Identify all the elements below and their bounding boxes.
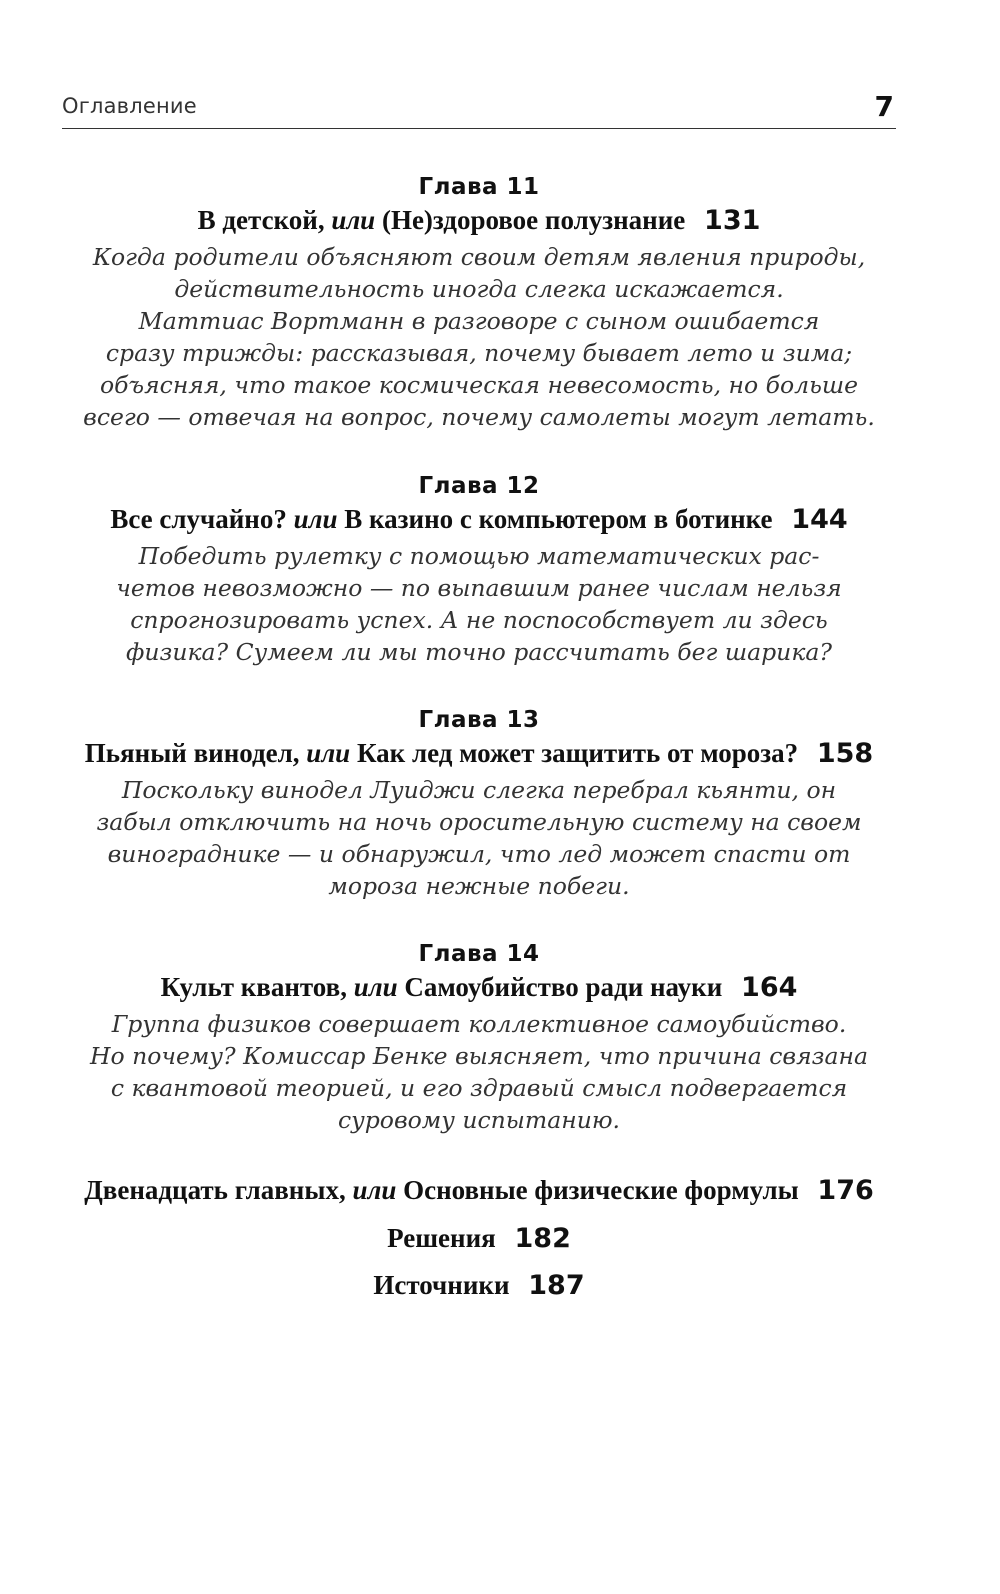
chapter-page-number: 131 xyxy=(704,205,761,236)
description-line: с квантовой теорией, и его здравый смысл подвергается xyxy=(110,1074,848,1102)
toc-entry-solutions[interactable] xyxy=(62,1220,896,1257)
chapter-title-connector: или xyxy=(293,504,338,534)
chapter-title[interactable] xyxy=(62,202,896,239)
chapter-entry-11 xyxy=(62,172,896,433)
description-line: Маттиас Вортманн в разговоре с сыном ошибается xyxy=(138,307,820,335)
chapter-title[interactable] xyxy=(62,969,896,1006)
description-line: физика? Сумеем ли мы точно рассчитать бег шарика? xyxy=(126,638,832,666)
description-line: суровому испытанию. xyxy=(337,1106,621,1134)
chapter-title-part-a: Все случайно? xyxy=(110,504,287,534)
description-line: Но почему? Комиссар Бенке выясняет, что причина связана xyxy=(90,1042,868,1070)
chapter-entry-14 xyxy=(62,939,896,1136)
chapter-title[interactable] xyxy=(62,501,896,538)
running-header xyxy=(62,88,896,128)
header-title: Оглавление xyxy=(62,94,197,118)
description-line: сразу трижды: рассказывая, почему бывает лето и зима; xyxy=(105,339,853,367)
description-line: всего — отвечая на вопрос, почему самолеты могут летать. xyxy=(83,403,875,431)
description-line: Когда родители объясняют своим детям явления природы, xyxy=(92,243,866,271)
entry-page-number: 176 xyxy=(817,1175,874,1206)
chapter-title-part-b: Самоубийство ради науки xyxy=(404,972,723,1002)
entry-title: Источники xyxy=(373,1270,510,1300)
description-line: забыл отключить на ночь оросительную систему на своем xyxy=(96,808,862,836)
chapter-label: Глава 11 xyxy=(418,174,540,200)
chapter-title-connector: или xyxy=(306,738,351,768)
chapter-description xyxy=(62,540,896,668)
entry-title: Решения xyxy=(387,1223,496,1253)
toc-entry-formulas[interactable] xyxy=(62,1172,896,1209)
entry-title-connector: или xyxy=(352,1175,397,1205)
toc-entry-sources[interactable] xyxy=(62,1267,896,1304)
chapter-title-part-a: Пьяный винодел, xyxy=(84,738,300,768)
chapter-title-part-b: (Не)здоровое полузнание xyxy=(381,205,686,235)
description-line: спрогнозировать успех. А не поспособствует ли здесь xyxy=(130,606,828,634)
header-rule xyxy=(62,128,896,129)
chapter-label: Глава 14 xyxy=(418,941,540,967)
chapter-title-connector: или xyxy=(353,972,398,1002)
chapter-page-number: 144 xyxy=(791,504,848,535)
chapter-title-part-a: В детской, xyxy=(197,205,325,235)
description-line: четов невозможно — по выпавшим ранее числам нельзя xyxy=(116,574,842,602)
chapter-entry-13 xyxy=(62,705,896,902)
entry-title-part-b: Основные физические формулы xyxy=(403,1175,799,1205)
description-line: действительность иногда слегка искажается. xyxy=(174,275,784,303)
chapter-description xyxy=(62,241,896,433)
description-line: Группа физиков совершает коллективное самоубийство. xyxy=(111,1010,847,1038)
chapter-title-connector: или xyxy=(331,205,376,235)
description-line: винограднике — и обнаружил, что лед может спасти от xyxy=(107,840,851,868)
header-page-number: 7 xyxy=(874,90,894,123)
toc-page xyxy=(62,0,896,1594)
entry-page-number: 187 xyxy=(528,1270,585,1301)
chapter-title-part-b: В казино с компьютером в ботинке xyxy=(344,504,773,534)
chapter-title-part-a: Культ квантов, xyxy=(160,972,347,1002)
chapter-label: Глава 13 xyxy=(418,707,540,733)
description-line: мороза нежные побеги. xyxy=(328,872,630,900)
chapter-entry-12 xyxy=(62,471,896,668)
chapter-page-number: 164 xyxy=(741,972,798,1003)
chapter-page-number: 158 xyxy=(816,738,874,769)
chapter-title-part-b: Как лед может защитить от мороза? xyxy=(356,738,799,768)
description-line: Победить рулетку с помощью математических рас- xyxy=(138,542,820,570)
chapter-description xyxy=(62,1008,896,1136)
chapter-title[interactable] xyxy=(62,735,896,772)
description-line: Поскольку винодел Луиджи слегка перебрал кьянти, он xyxy=(121,776,837,804)
chapter-description xyxy=(62,774,896,902)
entry-title-part-a: Двенадцать главных, xyxy=(84,1175,346,1205)
entry-page-number: 182 xyxy=(514,1223,571,1254)
chapter-label: Глава 12 xyxy=(418,473,540,499)
description-line: объясняя, что такое космическая невесомость, но больше xyxy=(99,371,859,399)
